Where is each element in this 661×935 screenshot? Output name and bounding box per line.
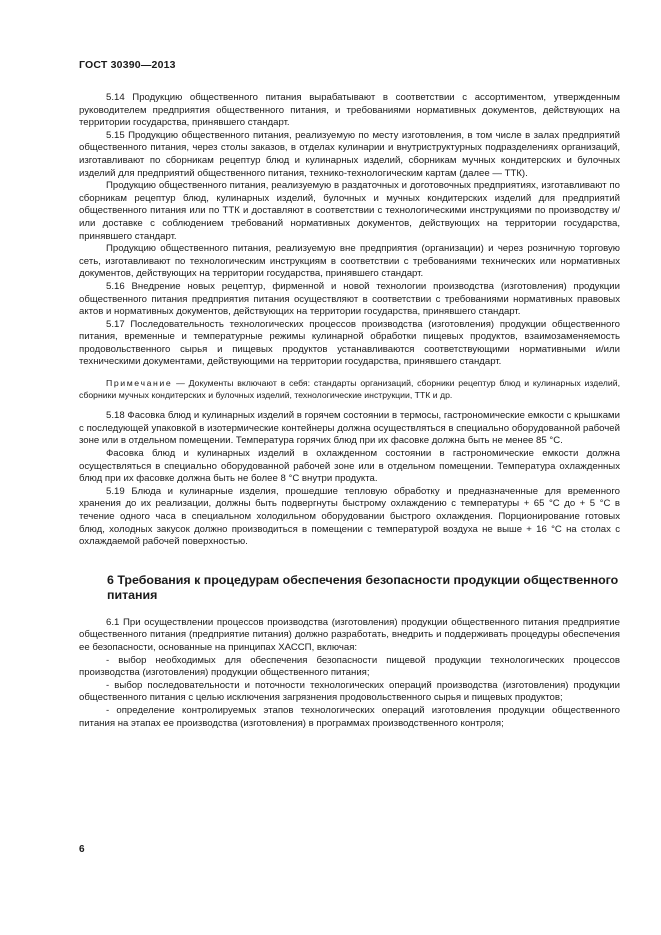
paragraph-5-15-retail: Продукцию общественного питания, реализуемую вне предприятия (организации) и через розничную торговую сеть, изготавливают по технологическим инструкциям в соответствии с требованиями технических или нормативных документов, действующих на территории государства, принявшего стандарт.: [79, 243, 620, 280]
paragraph-5-19: 5.19 Блюда и кулинарные изделия, прошедшие тепловую обработку и предназначенные для временного хранения до их реализации, должны быть подвергнуты быстрому охлаждению с температуры + 65 °С до + 5 °С в течение одного часа в специальном холодильном оборудовании быстрого охлаждения. Порционирование готовых блюд, холодных закусок должно производиться в помещении с температурой воздуха не выше + 16 °С на столах с охлаждаемой рабочей поверхностью.: [79, 485, 620, 548]
note: [79, 378, 620, 401]
note-label: Примечание: [106, 378, 173, 389]
paragraph-5-18: 5.18 Фасовка блюд и кулинарных изделий в горячем состоянии в термосы, гастрономические емкости с крышками с последующей упаковкой в изотермические контейнеры должна осуществляться в специально оборудованной рабочей зоне или в отдельном помещении. Температура горячих блюд при их фасовке должна быть не менее 85 °С.: [79, 410, 620, 447]
section-6-heading: 6 Требования к процедурам обеспечения безопасности продукции общественного питания: [107, 572, 619, 603]
paragraph-5-17: 5.17 Последовательность технологических процессов производства (изготовления) продукции общественного питания, временные и температурные режимы кулинарной обработки пищевых продуктов, взаимозаменяемость продовольственного сырья и пищевых продуктов устанавливаются соответствующими нормативными и/или техническими документами, действующими на территории государства, принявшего стандарт.: [79, 318, 620, 368]
page-number: 6: [79, 844, 85, 855]
document-body: [79, 92, 620, 730]
list-item-process-selection: - выбор необходимых для обеспечения безопасности пищевой продукции технологических процессов производства (изготовления) продукции общественного питания;: [79, 654, 620, 679]
paragraph-6-1: 6.1 При осуществлении процессов производства (изготовления) продукции общественного питания предприятие общественного питания (предприятие питания) должно разработать, внедрить и поддерживать процедуры обеспечения ее безопасности, основанные на принципах ХАССП, включая:: [79, 616, 620, 653]
standard-designation: ГОСТ 30390—2013: [79, 59, 176, 71]
paragraph-5-15-distribution: Продукцию общественного питания, реализуемую в раздаточных и доготовочных предприятиях, изготавливают по сборникам рецептур блюд, кулинарных изделий, булочных и мучных кондитерских изделий для предприятий общественного питания или по ТТК и доставляют в соответствии с технологическими инструкциями по производству и/или доставке с соблюдением требований нормативных документов, действующих на территории государства, принявшего стандарт.: [79, 180, 620, 242]
paragraph-5-18-chilled: Фасовка блюд и кулинарных изделий в охлажденном состоянии в гастрономические емкости должна осуществляться в специально оборудованной рабочей зоне или в отдельном помещении. Температура охлажденных блюд при их фасовке должна быть не более 8 °С внутри продукта.: [79, 448, 620, 485]
paragraph-5-14: 5.14 Продукцию общественного питания вырабатывают в соответствии с ассортиментом, утвержденным руководителем предприятия общественного питания, и требованиями нормативных документов, действующих на территории государства, принявшего стандарт.: [79, 92, 620, 129]
list-item-operation-sequence: - выбор последовательности и поточности технологических операций производства (изготовления) продукции общественного питания с целью исключения загрязнения продовольственного сырья и пищевых продуктов;: [79, 679, 620, 704]
paragraph-5-15: 5.15 Продукцию общественного питания, реализуемую по месту изготовления, в том числе в залах предприятий общественного питания, через столы заказов, в отделах кулинарии и внутриструктурных подразделениях организаций, изготавливают по сборникам рецептур блюд и кулинарных изделий, сборникам мучных кондитерских и булочных изделий для предприятий общественного питания, технико-технологическим картам (далее — ТТК).: [79, 129, 620, 179]
list-item-control-stages: - определение контролируемых этапов технологических операций изготовления продукции общественного питания на этапах ее производства (изготовления) в программах производственного контроля;: [79, 704, 620, 729]
note-text: — Документы включают в себя: стандарты организаций, сборники рецептур блюд и кулинарных изделий, сборники мучных кондитерских и булочных изделий, технологические инструкции, ТТК и др.: [79, 378, 620, 400]
paragraph-5-16: 5.16 Внедрение новых рецептур, фирменной и новой технологии производства (изготовления) продукции общественного питания предприятия питания осуществляют в соответствии с требованиями нормативных правовых актов и нормативных документов, действующих на территории государства, принявшего стандарт.: [79, 280, 620, 318]
